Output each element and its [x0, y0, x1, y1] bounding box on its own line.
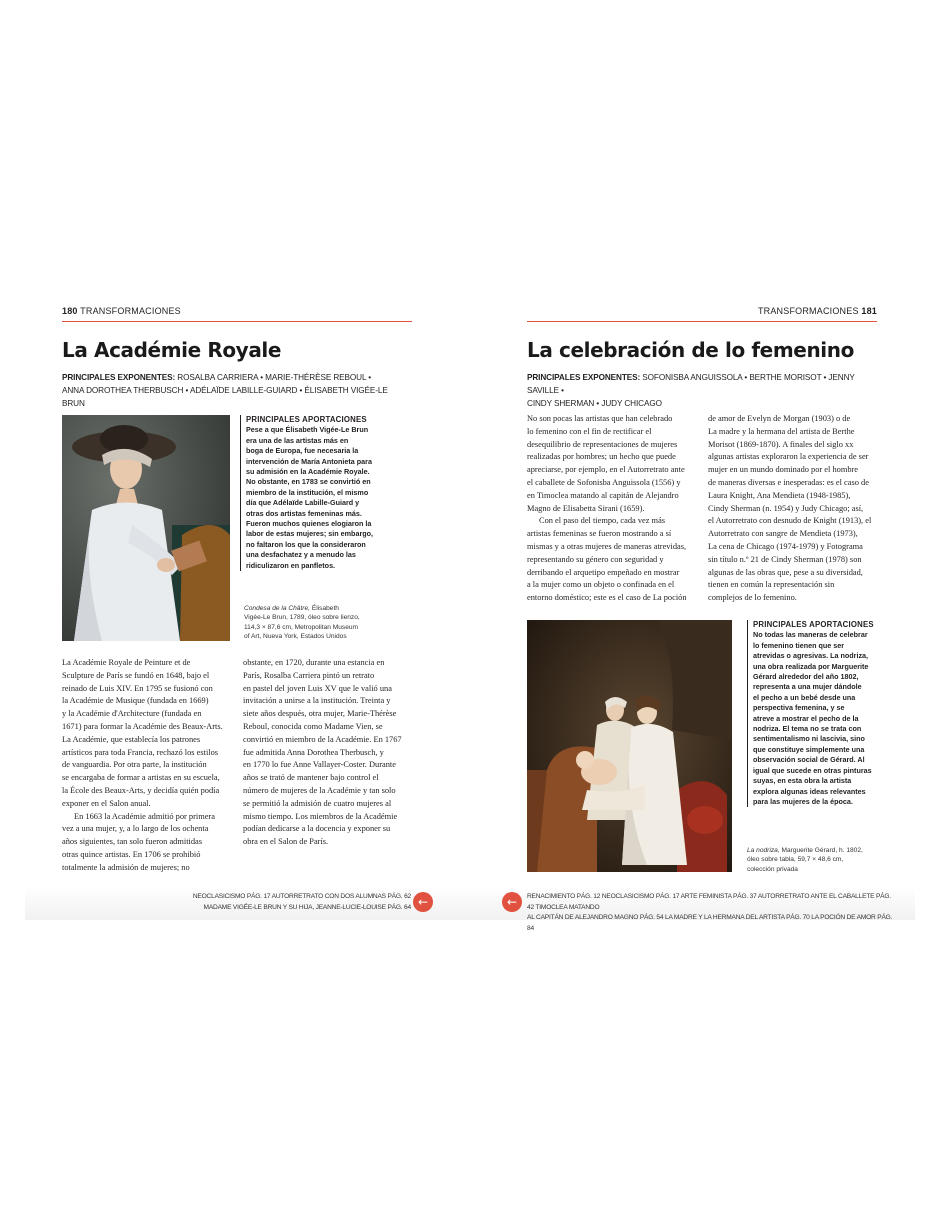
xref-left	[81, 892, 411, 913]
exponents-label-left: PRINCIPALES EXPONENTES:	[62, 373, 176, 382]
text-line: Cindy Sherman (n. 1954) y Judy Chicago; así,	[708, 503, 864, 513]
text-line: mujer en un mundo dominado por el hombre	[708, 465, 859, 475]
text-line: artistas femeninas se fueron mostrando a sí	[527, 529, 672, 539]
text-line: 1671) para formar la Académie des Beaux-Arts.	[62, 721, 223, 731]
aport-line: miembro de la institución, el mismo	[246, 487, 369, 497]
text-line: sin título n.º 21 de Cindy Sherman (1978) son	[708, 554, 862, 564]
left-page	[62, 300, 412, 872]
aport-line: nodriza. El tema no se trata con	[753, 724, 862, 734]
xref-line: MADAME VIGÉE-LE BRUN Y SU HIJA, JEANNE-LUCIE-LOUISE PÁG. 64	[203, 903, 411, 911]
text-line: número de mujeres de la Académie y tan solo	[243, 785, 396, 795]
caption-line: óleo sobre tabla, 59,7 × 48,6 cm,	[747, 856, 844, 864]
page-number-right: 181	[861, 306, 877, 316]
text-line: de maneras diversas e inesperadas: es el caso de	[708, 477, 869, 487]
aport-line: el pecho a un bebé desde una	[753, 692, 856, 702]
aport-line: sentimentalismo ni lascivia, sino	[753, 734, 865, 744]
aport-line: lo femenino tienen que ser	[753, 640, 845, 650]
text-line: se encargaba de formar a artistas en su escuela,	[62, 773, 220, 783]
body-column-2-left	[243, 657, 415, 849]
page-title-right: La celebración de lo femenino	[527, 338, 854, 362]
text-line: apreciarse, por ejemplo, en el Autorretrato ante	[527, 465, 685, 475]
aport-line: una desfachatez y a menudo las	[246, 550, 356, 560]
exponents-line1-right: SOFONISBA ANGUISSOLA • BERTHE MORISOT • JENNY SAVILLE •	[527, 373, 855, 395]
text-line: La cena de Chicago (1974-1979) y Fotograma	[708, 541, 863, 551]
aport-line: otras dos artistas femeninas más.	[246, 508, 362, 518]
aport-line: ridiculizaron en panfletos.	[246, 560, 336, 570]
text-line: en 1770 lo fue Anne Vallayer-Coster. Durante	[243, 760, 396, 770]
running-head-text-right: TRANSFORMACIONES	[757, 306, 859, 316]
aportaciones-body-right	[753, 630, 881, 807]
caption-line: Vigée-Le Brun, 1789, óleo sobre lienzo,	[244, 614, 360, 622]
text-line: vez a una mujer, y, a lo largo de los ochenta	[62, 824, 209, 834]
text-line: y la Académie d'Architecture (fundada en	[62, 709, 202, 719]
paragraph	[62, 657, 234, 811]
text-line: la École des Beaux-Arts, y decidía quién podía	[62, 785, 220, 795]
caption-line: of Art, Nueva York, Estados Unidos	[244, 632, 347, 640]
text-line: Morisot (1869-1870). A finales del siglo xx	[708, 439, 854, 449]
exponents-left	[62, 371, 412, 410]
text-line: La Académie Royale de Peinture et de	[62, 658, 191, 667]
aport-line: igual que sucede en otras pinturas	[753, 765, 872, 775]
text-line: se permitió la admisión de cuatro mujeres al	[243, 798, 392, 808]
text-line: complejos de lo femenino.	[708, 593, 797, 603]
right-page	[527, 300, 877, 873]
text-line: obra en el Salon de París.	[243, 837, 329, 847]
aport-line: Pese a que Élisabeth Vigée-Le Brun	[246, 425, 369, 435]
xref-line: AL CAPITÁN DE ALEJANDRO MAGNO PÁG. 54 LA MADRE Y LA HERMANA DEL ARTISTA PÁG. 70 LA POCIÓN DE AMOR PÁG. 84	[527, 914, 893, 932]
aport-line: atreve a mostrar el pecho de la	[753, 713, 859, 723]
painting-condesa-de-la-chatre	[62, 415, 230, 641]
text-line: desequilibrio de representaciones de mujeres	[527, 439, 678, 449]
aport-line: que constituye simplemente una	[753, 744, 865, 754]
text-line: en pastel del joven Luis XV que le valió una	[243, 683, 392, 693]
text-line: a la mujer como un objeto o confinada en el	[527, 580, 675, 590]
aport-line: era una de las artistas más en	[246, 435, 349, 445]
aport-line: observación social de Gérard. Al	[753, 755, 865, 765]
exponents-line1-left: ROSALBA CARRIERA • MARIE-THÉRÈSE REBOUL •	[175, 373, 372, 382]
caption-left	[244, 604, 369, 641]
page-title-left: La Académie Royale	[62, 338, 282, 362]
text-line: años siguientes, tan solo fueron admitidas	[62, 837, 203, 847]
text-line: reinado de Luis XIV. En 1795 se fusionó con	[62, 683, 213, 693]
aport-line: para las mujeres de la época.	[753, 796, 853, 806]
caption-line: colección privada	[747, 865, 798, 873]
text-line: realizadas por hombres; un hecho que puede	[527, 452, 676, 462]
text-line: Magno de Elisabetta Sirani (1659).	[527, 503, 645, 513]
xref-right	[527, 892, 897, 934]
text-line: exponer en el Salon anual.	[62, 798, 151, 808]
paragraph	[708, 413, 888, 605]
body-column-1-left	[62, 657, 234, 875]
aport-line: Gérard alrededor del año 1802,	[753, 672, 859, 682]
text-line: derribando el arquetipo empeñado en mostrar	[527, 567, 680, 577]
aport-line: perspectiva femenina, y se	[753, 703, 845, 713]
text-line: totalmente la admisión de mujeres; no	[62, 862, 190, 872]
text-line: podían dedicarse a la docencia y exponer su	[243, 824, 391, 834]
painting-la-nodriza	[527, 620, 732, 872]
body-column-1-right	[527, 413, 703, 605]
text-line: representando su género con seguridad y	[527, 554, 664, 564]
book-spread	[25, 300, 915, 932]
text-line: Con el paso del tiempo, cada vez más	[539, 516, 666, 526]
text-line: mismo tiempo. Los miembros de la Académie	[243, 811, 398, 821]
aportaciones-body-left	[246, 425, 374, 571]
text-line: invitación a unirse a la institución. Treinta y	[243, 696, 391, 706]
back-arrow-icon-right[interactable]: ←	[502, 892, 522, 912]
aport-line: boga de Europa, fue necesaria la	[246, 446, 359, 456]
text-line: algunas artistas exploraron la experiencia de ser	[708, 452, 869, 462]
text-line: obstante, en 1720, durante una estancia en	[243, 658, 385, 667]
paragraph	[527, 413, 703, 515]
aport-line: explora algunas ideas relevantes	[753, 786, 866, 796]
aport-line: No todas las maneras de celebrar	[753, 630, 868, 640]
text-line: otras quince artistas. En 1706 se prohibió	[62, 849, 201, 859]
running-head-text-left: TRANSFORMACIONES	[80, 306, 181, 316]
xref-line: NEOCLASICISMO PÁG. 17 AUTORRETRATO CON DOS ALUMNAS PÁG. 62	[192, 893, 411, 900]
aport-line: intervención de María Antonieta para	[246, 456, 372, 466]
aport-line: día que Adélaïde Labille-Guiard y	[246, 498, 360, 508]
text-line: siete años después, otra mujer, Marie-Thérèse	[243, 709, 397, 719]
back-arrow-icon-left[interactable]: ←	[413, 892, 433, 912]
exponents-line2-left: ANNA DOROTHEA THERBUSCH • ADÉLAÏDE LABILLE-GUIARD • ÉLISABETH VIGÉE-LE BRUN	[62, 386, 388, 408]
text-line: convirtió en miembro de la Académie. En 1767	[243, 734, 402, 744]
text-line: mismas y a otras mujeres de maneras atrevidas,	[527, 541, 687, 551]
text-line: el Autorretrato con desnudo de Knight (1913), el	[708, 516, 872, 526]
aport-line: No obstante, en 1783 se convirtió en	[246, 477, 371, 487]
text-line: En 1663 la Académie admitió por primera	[74, 811, 215, 821]
caption-line: Élisabeth	[309, 605, 339, 612]
running-head-right	[527, 306, 877, 322]
text-line: lo femenino con el fin de rectificar el	[527, 426, 652, 436]
paragraph	[62, 811, 234, 875]
text-line: París, Rosalba Carriera pintó un retrato	[243, 670, 375, 680]
aportaciones-title-left: PRINCIPALES APORTACIONES	[246, 415, 367, 424]
text-line: artísticos para toda Francia, rechazó los estilos	[62, 747, 219, 757]
text-line: No son pocas las artistas que han celebrado	[527, 414, 673, 423]
aport-line: su admisión en la Académie Royale.	[246, 467, 370, 477]
aport-line: representa a una mujer dándole	[753, 682, 862, 692]
caption-line: Marguerite Gérard, h. 1802,	[779, 847, 863, 854]
text-line: La madre y la hermana del artista de Berthe	[708, 426, 855, 436]
paragraph	[527, 515, 703, 605]
text-line: Reboul, conocida como Madame Vien, se	[243, 721, 383, 731]
text-line: La Académie, que establecía los patrones	[62, 734, 201, 744]
text-line: tienen en común la representación sin	[708, 580, 835, 590]
paragraph	[243, 657, 415, 849]
aport-line: una obra realizada por Marguerite	[753, 661, 869, 671]
exponents-right	[527, 371, 877, 410]
text-line: entorno doméstico; este es el caso de La poción	[527, 593, 687, 603]
text-line: años se trató de mantener bajo control el	[243, 773, 379, 783]
text-line: de vanguardia. Por otra parte, la institución	[62, 760, 207, 770]
caption-title-right: La nodriza,	[747, 847, 780, 854]
xref-line: RENACIMIENTO PÁG. 12 NEOCLASICISMO PÁG. 17 ARTE FEMINISTA PÁG. 37 AUTORRETRATO ANTE EL CABALLETE PÁG. 42 TIMOCLEA MATANDO	[527, 893, 891, 911]
text-line: la Académie de Musique (fundada en 1669)	[62, 696, 209, 706]
aportaciones-title-right: PRINCIPALES APORTACIONES	[753, 620, 874, 629]
aportaciones-box-right	[747, 620, 881, 807]
exponents-line2-right: CINDY SHERMAN • JUDY CHICAGO	[527, 399, 662, 408]
aport-line: atrevidas o agresivas. La nodriza,	[753, 651, 869, 661]
caption-right	[747, 846, 875, 874]
text-line: fue admitida Anna Dorothea Therbusch, y	[243, 747, 384, 757]
caption-line: 114,3 × 87,6 cm, Metropolitan Museum	[244, 623, 359, 631]
portrait-illustration	[62, 415, 230, 641]
text-line: Laura Knight, Ana Mendieta (1948-1985),	[708, 490, 851, 500]
text-line: de amor de Evelyn de Morgan (1903) o de	[708, 414, 851, 423]
text-line: Sculpture de París se fundó en 1648, bajo el	[62, 670, 210, 680]
cross-reference-footer	[25, 886, 915, 932]
text-line: Autorretrato con sangre de Mendieta (1973),	[708, 529, 858, 539]
text-line: algunas de las obras que, pese a su diversidad,	[708, 567, 863, 577]
body-column-2-right	[708, 413, 888, 605]
nursing-scene-illustration	[527, 620, 732, 872]
page-number-left: 180	[62, 306, 78, 316]
aportaciones-box-left	[240, 415, 374, 571]
aport-line: suyas, en esta obra la artista	[753, 776, 852, 786]
aport-line: no faltaron los que la consideraron	[246, 539, 366, 549]
text-line: en Timoclea matando al capitán de Alejandro	[527, 490, 679, 500]
exponents-label-right: PRINCIPALES EXPONENTES:	[527, 373, 641, 382]
aport-line: Fueron muchos quienes elogiaron la	[246, 519, 372, 529]
aport-line: labor de estas mujeres; sin embargo,	[246, 529, 374, 539]
running-head-left	[62, 306, 412, 322]
text-line: el caballete de Sofonisba Anguissola (1556) y	[527, 477, 681, 487]
caption-title-left: Condesa de la Châtre,	[244, 605, 310, 612]
